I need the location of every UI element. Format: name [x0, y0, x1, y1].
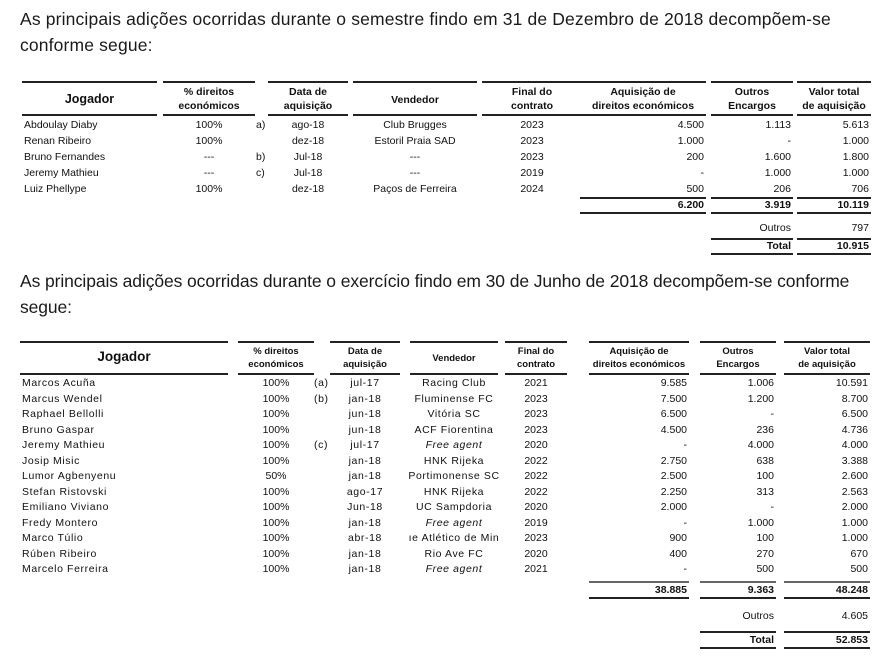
contract-end: 2024	[520, 183, 544, 195]
total-acquisition-value: 1.000	[842, 167, 869, 179]
player-name: Bruno Gaspar	[22, 423, 95, 436]
economic-rights-pct: 100%	[262, 532, 290, 544]
subtotal-valor: 10.119	[837, 199, 869, 211]
rights-acquisition-value: 2.750	[660, 454, 687, 467]
header-bottom-rule	[238, 373, 314, 375]
other-charges: 1.000	[764, 167, 791, 179]
header-bottom-rule	[700, 373, 776, 375]
contract-end: 2023	[520, 135, 544, 147]
other-charges: -	[770, 408, 774, 420]
header-line: económicos	[248, 359, 304, 370]
col-header-data	[330, 345, 400, 371]
other-charges: 236	[756, 423, 774, 436]
col-header-aquisicao	[589, 345, 689, 371]
rights-acquisition-value: 1.000	[677, 135, 704, 147]
other-charges: 500	[756, 563, 774, 575]
header-top-rule	[711, 81, 793, 83]
total-bottom-rule	[711, 253, 793, 255]
other-charges: -	[770, 501, 774, 513]
rights-acquisition-value: 4.500	[660, 423, 687, 436]
header-top-rule	[163, 81, 255, 83]
header-line: % direitos	[183, 86, 235, 98]
acquisition-date: jan-18	[348, 516, 382, 529]
subtotal-bottom-rule	[797, 212, 871, 214]
contract-end: 2021	[524, 563, 548, 575]
acquisition-date: jan-18	[348, 392, 382, 405]
economic-rights-pct: 100%	[262, 485, 290, 498]
player-name: Josip Misic	[22, 454, 80, 467]
economic-rights-pct: 100%	[195, 135, 223, 147]
rights-acquisition-value: 9.585	[660, 377, 687, 389]
other-charges: 1.600	[764, 151, 791, 163]
acquisition-date: dez-18	[291, 135, 325, 147]
acquisition-date: jan-18	[348, 454, 382, 467]
contract-end: 2021	[524, 377, 548, 389]
intro-paragraph-fiscal-year: As principais adições ocorridas durante o exercício findo em 30 de Junho de 2018 decompõem-se conforme segue:	[20, 271, 850, 317]
player-name: Marcus Wendel	[22, 392, 103, 405]
contract-end: 2023	[520, 119, 544, 131]
outros-value: 4.605	[841, 610, 868, 622]
acquisition-date: jun-18	[348, 423, 382, 436]
rights-acquisition-value: 400	[669, 547, 687, 560]
subtotal-bottom-rule	[711, 212, 793, 214]
other-charges: 100	[756, 532, 774, 544]
seller: Paços de Ferreira	[373, 183, 457, 195]
acquisition-date: jul-17	[350, 377, 380, 389]
col-header-final	[482, 85, 582, 113]
col-header-data	[268, 85, 348, 113]
seller: Portimonense SC	[408, 470, 500, 482]
seller: Free agent	[425, 439, 483, 451]
header-line: Outros	[734, 86, 770, 98]
header-bottom-rule	[580, 114, 706, 116]
col-header-direitos	[163, 85, 255, 113]
subtotal-aquisicao: 6.200	[677, 199, 704, 211]
economic-rights-pct: ---	[203, 151, 215, 163]
economic-rights-pct: 100%	[262, 439, 290, 451]
contract-end: 2020	[524, 547, 548, 560]
header-top-rule	[784, 341, 870, 343]
header-top-rule	[482, 81, 582, 83]
header-top-rule	[580, 81, 706, 83]
seller: HNK Rijeka	[423, 454, 485, 467]
header-top-rule	[410, 341, 498, 343]
subtotal-valor: 48.248	[835, 584, 868, 596]
contract-end: 2023	[524, 408, 548, 420]
header-top-rule	[330, 341, 400, 343]
economic-rights-pct: 100%	[262, 377, 290, 389]
total-acquisition-value: 4.000	[841, 439, 868, 451]
seller: ---	[409, 167, 421, 179]
contract-end: 2022	[524, 454, 548, 467]
header-line: aquisição	[283, 100, 333, 112]
seller: Rio Ave FC	[424, 547, 484, 560]
rights-acquisition-value: 2.250	[660, 485, 687, 498]
subtotal-aquisicao: 38.885	[654, 584, 687, 596]
total-value: 10.915	[836, 240, 869, 252]
economic-rights-pct: 100%	[262, 516, 290, 529]
total-bottom-rule	[797, 253, 871, 255]
header-bottom-rule	[353, 114, 477, 116]
header-line: contrato	[517, 359, 555, 370]
outros-label: Outros	[759, 222, 791, 234]
other-charges: 100	[756, 470, 774, 482]
rights-acquisition-value: 7.500	[660, 392, 687, 405]
other-charges: 1.006	[747, 377, 774, 389]
col-header-outros	[711, 85, 793, 113]
contract-end: 2022	[524, 485, 548, 498]
total-acquisition-value: 2.563	[841, 485, 868, 498]
contract-end: 2020	[524, 439, 548, 451]
header-line: Aquisição de	[610, 86, 676, 98]
seller: ---	[409, 151, 421, 163]
header-top-rule	[353, 81, 477, 83]
rights-acquisition-value: -	[683, 439, 687, 451]
total-acquisition-value: 1.000	[841, 532, 868, 544]
header-line: Valor total	[804, 346, 850, 357]
header-bottom-rule	[20, 373, 228, 375]
acquisition-date: abr-18	[348, 532, 382, 544]
other-charges: 4.000	[747, 439, 774, 451]
player-name: Marcos Acuña	[22, 377, 96, 389]
rights-acquisition-value: 2.500	[660, 470, 687, 482]
header-line: Encargos	[716, 359, 760, 370]
note-ref: c)	[256, 167, 265, 179]
other-charges: 1.113	[765, 119, 791, 131]
header-line: de aquisição	[802, 100, 866, 112]
player-name: Jeremy Mathieu	[22, 439, 106, 451]
intro-paragraph-semester: As principais adições ocorridas durante o semestre findo em 31 de Dezembro de 2018 decompõem-se conforme segue:	[20, 9, 831, 55]
economic-rights-pct: 100%	[262, 501, 290, 513]
header-top-rule	[589, 341, 689, 343]
seller: Racing Club	[422, 377, 486, 389]
seller: Free agent	[425, 516, 483, 529]
player-name: Lumor Agbenyenu	[22, 470, 117, 482]
header-line: Data de	[289, 86, 327, 98]
other-charges: 313	[756, 485, 774, 498]
total-acquisition-value: 5.613	[842, 119, 869, 131]
total-acquisition-value: 10.591	[835, 377, 868, 389]
rights-acquisition-value: -	[683, 563, 687, 575]
contract-end: 2019	[520, 167, 544, 179]
seller: Club Brugges	[383, 119, 447, 131]
acquisition-date: jan-18	[348, 470, 382, 482]
header-bottom-rule	[784, 373, 870, 375]
rights-acquisition-value: 4.500	[677, 119, 704, 131]
economic-rights-pct: 100%	[262, 392, 290, 405]
col-header-jogador: Jogador	[97, 349, 151, 364]
header-line: direitos económicos	[592, 359, 686, 370]
rights-acquisition-value: 6.500	[660, 408, 687, 420]
player-name: Jeremy Mathieu	[24, 167, 99, 179]
header-top-rule	[238, 341, 314, 343]
header-line: Final do	[517, 346, 555, 357]
header-top-rule	[22, 81, 157, 83]
total-acquisition-value: 1.800	[842, 151, 869, 163]
total-acquisition-value: 500	[850, 563, 868, 575]
header-line: económicos	[178, 100, 240, 112]
seller: Free agent	[425, 563, 483, 575]
player-name: Emiliano Viviano	[22, 501, 110, 513]
total-acquisition-value: 3.388	[841, 454, 868, 467]
economic-rights-pct: ---	[203, 167, 215, 179]
economic-rights-pct: 100%	[262, 454, 290, 467]
header-top-rule	[700, 341, 776, 343]
contract-end: 2023	[520, 151, 544, 163]
total-acquisition-value: 8.700	[841, 392, 868, 405]
seller: Fluminense FC	[414, 392, 494, 405]
acquisition-date: ago-18	[291, 119, 325, 131]
header-line: direitos económicos	[591, 100, 695, 112]
col-header-valor	[784, 345, 870, 371]
total-value: 52.853	[835, 634, 868, 646]
seller: HNK Rijeka	[423, 485, 485, 498]
rights-acquisition-value: -	[700, 167, 704, 179]
col-header-final	[505, 345, 567, 371]
header-line: Final do	[511, 86, 553, 98]
contract-end: 2020	[524, 501, 548, 513]
economic-rights-pct: 100%	[195, 119, 223, 131]
seller: Vitória SC	[427, 408, 481, 420]
seller: ıe Atlético de Min	[408, 532, 500, 544]
header-top-rule	[268, 81, 348, 83]
header-line: % direitos	[253, 346, 299, 357]
col-header-aquisicao	[580, 85, 706, 113]
player-name: Bruno Fernandes	[24, 151, 106, 163]
other-charges: 638	[756, 454, 774, 467]
economic-rights-pct: 100%	[262, 408, 290, 420]
header-bottom-rule	[410, 373, 498, 375]
note-ref: (c)	[314, 439, 329, 451]
other-charges: -	[787, 135, 791, 147]
contract-end: 2019	[524, 516, 548, 529]
rights-acquisition-value: 2.000	[660, 501, 687, 513]
header-bottom-rule	[797, 114, 871, 116]
header-top-rule	[505, 341, 567, 343]
acquisition-date: Jun-18	[347, 501, 383, 513]
total-acquisition-value: 6.500	[841, 408, 868, 420]
seller: ACF Fiorentina	[414, 423, 494, 436]
acquisition-date: jan-18	[348, 563, 382, 575]
subtotal-bottom-rule	[700, 597, 776, 599]
other-charges: 1.200	[747, 392, 774, 405]
acquisition-date: ago-17	[346, 485, 384, 498]
header-bottom-rule	[22, 114, 157, 116]
header-bottom-rule	[163, 114, 255, 116]
col-header-direitos	[238, 345, 314, 371]
player-name: Raphael Bellolli	[22, 408, 104, 420]
contract-end: 2022	[524, 470, 548, 482]
note-ref: (b)	[314, 392, 329, 405]
seller: Estoril Praia SAD	[374, 135, 456, 147]
header-bottom-rule	[268, 114, 348, 116]
note-ref: a)	[256, 119, 266, 131]
subtotal-outros: 3.919	[764, 199, 791, 211]
contract-end: 2023	[524, 532, 548, 544]
col-header-valor	[797, 85, 871, 113]
header-bottom-rule	[589, 373, 689, 375]
subtotal-bottom-rule	[589, 597, 689, 599]
economic-rights-pct: 100%	[262, 423, 290, 436]
header-bottom-rule	[505, 373, 567, 375]
total-acquisition-value: 2.000	[841, 501, 868, 513]
header-top-rule	[797, 81, 871, 83]
rights-acquisition-value: 900	[669, 532, 687, 544]
header-line: contrato	[511, 100, 553, 112]
acquisition-date: Jul-18	[293, 151, 323, 163]
subtotal-bottom-rule	[580, 212, 706, 214]
acquisition-date: dez-18	[291, 183, 325, 195]
total-label: Total	[749, 634, 774, 646]
player-name: Marco Túlio	[22, 532, 84, 544]
other-charges: 206	[773, 183, 791, 195]
total-acquisition-value: 1.000	[841, 516, 868, 529]
header-line: Valor total	[808, 86, 860, 98]
note-ref: (a)	[314, 377, 329, 389]
header-bottom-rule	[482, 114, 582, 116]
other-charges: 270	[756, 547, 774, 560]
total-acquisition-value: 2.600	[841, 470, 868, 482]
contract-end: 2023	[524, 423, 548, 436]
total-acquisition-value: 706	[851, 183, 869, 195]
economic-rights-pct: 100%	[262, 563, 290, 575]
total-bottom-rule	[784, 647, 870, 649]
header-line: Outros	[722, 346, 754, 357]
economic-rights-pct: 100%	[262, 547, 290, 560]
contract-end: 2023	[524, 392, 548, 405]
col-header-vendedor: Vendedor	[432, 353, 476, 364]
header-line: de aquisição	[798, 359, 856, 370]
header-top-rule	[20, 341, 228, 343]
outros-label: Outros	[742, 610, 774, 622]
col-header-jogador: Jogador	[64, 92, 115, 106]
note-ref: b)	[256, 151, 266, 163]
player-name: Luiz Phellype	[24, 183, 87, 195]
header-line: Data de	[347, 346, 383, 357]
header-bottom-rule	[330, 373, 400, 375]
player-name: Abdoulay Diaby	[24, 119, 98, 131]
total-acquisition-value: 4.736	[841, 423, 868, 436]
player-name: Marcelo Ferreira	[22, 563, 109, 575]
header-bottom-rule	[711, 114, 793, 116]
rights-acquisition-value: -	[683, 516, 687, 529]
col-header-outros	[700, 345, 776, 371]
col-header-vendedor: Vendedor	[391, 94, 439, 106]
acquisition-date: Jul-18	[293, 167, 323, 179]
player-name: Fredy Montero	[22, 516, 99, 529]
rights-acquisition-value: 200	[686, 151, 704, 163]
player-name: Renan Ribeiro	[24, 135, 92, 147]
acquisition-date: jan-18	[348, 547, 382, 560]
acquisition-date: jun-18	[348, 408, 382, 420]
total-acquisition-value: 1.000	[842, 135, 869, 147]
acquisition-date: jul-17	[350, 439, 380, 451]
seller: UC Sampdoria	[415, 501, 493, 513]
economic-rights-pct: 50%	[265, 470, 287, 482]
outros-value: 797	[851, 222, 869, 234]
header-line: aquisição	[343, 359, 387, 370]
other-charges: 1.000	[747, 516, 774, 529]
total-label: Total	[766, 240, 791, 252]
subtotal-bottom-rule	[784, 597, 870, 599]
header-line: Encargos	[728, 100, 776, 112]
player-name: Rúben Ribeiro	[22, 547, 97, 560]
total-bottom-rule	[700, 647, 776, 649]
player-name: Stefan Ristovski	[22, 485, 107, 498]
rights-acquisition-value: 500	[686, 183, 704, 195]
header-line: Aquisição de	[609, 346, 669, 357]
subtotal-outros: 9.363	[747, 584, 774, 596]
total-acquisition-value: 670	[850, 547, 868, 560]
economic-rights-pct: 100%	[195, 183, 223, 195]
